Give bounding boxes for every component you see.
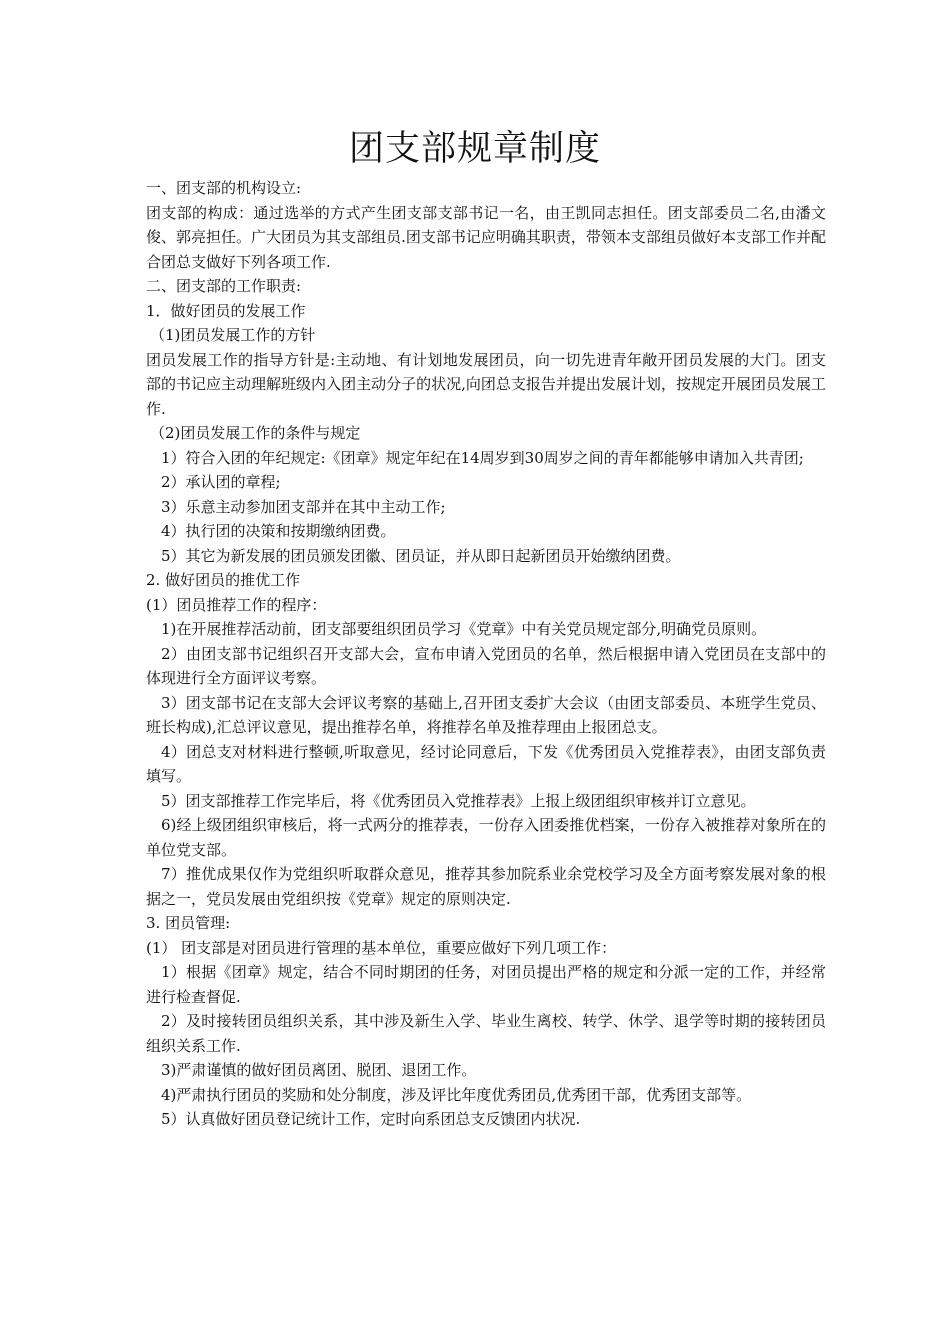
- section-heading: 一、团支部的机构设立:: [146, 179, 302, 197]
- list-item: 5）认真做好团员登记统计工作，定时向系团总支反馈团内状况.: [161, 1110, 581, 1128]
- list-item: 4）执行团的决策和按期缴纳团费。: [161, 522, 396, 540]
- subsection-heading: 1．做好团员的发展工作: [146, 301, 306, 320]
- list-item: 2）及时接转团员组织关系，其中涉及新生入学、毕业生离校、转学、休学、退学等时期的接转团员组织关系工作.: [146, 1012, 826, 1055]
- list-item: 6)经上级团组织审核后，将一式两分的推荐表，一份存入团委推优档案，一份存入被推荐对象所在的单位党支部。: [146, 816, 826, 859]
- list-item: 3）乐意主动参加团支部并在其中主动工作;: [161, 497, 446, 516]
- list-item: 5）其它为新发展的团员颁发团徽、团员证，并从即日起新团员开始缴纳团费。: [161, 546, 681, 565]
- list-item: 4)严肃执行团员的奖励和处分制度，涉及评比年度优秀团员,优秀团干部，优秀团支部等。: [161, 1085, 752, 1104]
- subsection-heading: 3. 团员管理:: [146, 914, 231, 932]
- subsection-heading: (1）团员推荐工作的程序：: [146, 595, 327, 614]
- list-item: 1）符合入团的年纪规定:《团章》规定年纪在14周岁到30周岁之间的青年都能够申请加入共青团;: [161, 448, 804, 467]
- body-paragraph: 团员发展工作的指导方针是:主动地、有计划地发展团员，向一切先进青年敞开团员发展的大门。团支部的书记应主动理解班级内入团主动分子的状况,向团总支报告并提出发展计划，按规定开展团员发展工作.: [146, 350, 826, 418]
- list-item: 7）推优成果仅作为党组织听取群众意见，推荐其参加院系业余党校学习及全方面考察发展对象的根据之一，党员发展由党组织按《党章》规定的原则决定.: [146, 865, 826, 908]
- subsection-heading: （2)团员发展工作的条件与规定: [150, 424, 361, 442]
- list-item: 2）由团支部书记组织召开支部大会，宣布申请入党团员的名单，然后根据申请入党团员在支部中的体现进行全方面评议考察。: [146, 644, 826, 687]
- list-item: 4）团总支对材料进行整顿,听取意见，经讨论同意后，下发《优秀团员入党推荐表》，由团支部负责填写。: [146, 742, 826, 785]
- list-item: 5）团支部推荐工作完毕后，将《优秀团员入党推荐表》上报上级团组织审核并订立意见。: [161, 791, 756, 810]
- list-item: 3）团支部书记在支部大会评议考察的基础上,召开团支委扩大会议（由团支部委员、本班学生党员、班长构成),汇总评议意见，提出推荐名单，将推荐名单及推荐理由上报团总支。: [146, 693, 826, 736]
- list-item: 1）根据《团章》规定，结合不同时期团的任务，对团员提出严格的规定和分派一定的工作，并经常进行检查督促.: [146, 963, 826, 1006]
- body-paragraph: 团支部的构成：通过选举的方式产生团支部支部书记一名，由王凯同志担任。团支部委员二名,由潘文俊、郭亮担任。广大团员为其支部组员.团支部书记应明确其职责，带领本支部组员做好本支部工作并配合团总支做好下列各项工作.: [146, 203, 826, 271]
- subsection-heading: (1） 团支部是对团员进行管理的基本单位，重要应做好下列几项工作：: [146, 938, 617, 957]
- section-heading: 二、团支部的工作职责:: [146, 277, 302, 295]
- list-item: 1)在开展推荐活动前，团支部要组织团员学习《党章》中有关党员规定部分,明确党员原则。: [161, 620, 767, 638]
- document-title: 团支部规章制度: [348, 129, 601, 169]
- document-body: [146, 176, 826, 1132]
- list-item: 2）承认团的章程;: [161, 473, 281, 491]
- subsection-heading: （1)团员发展工作的方针: [150, 326, 316, 344]
- list-item: 3)严肃谨慎的做好团员离团、脱团、退团工作。: [161, 1061, 477, 1079]
- subsection-heading: 2. 做好团员的推优工作: [146, 571, 301, 589]
